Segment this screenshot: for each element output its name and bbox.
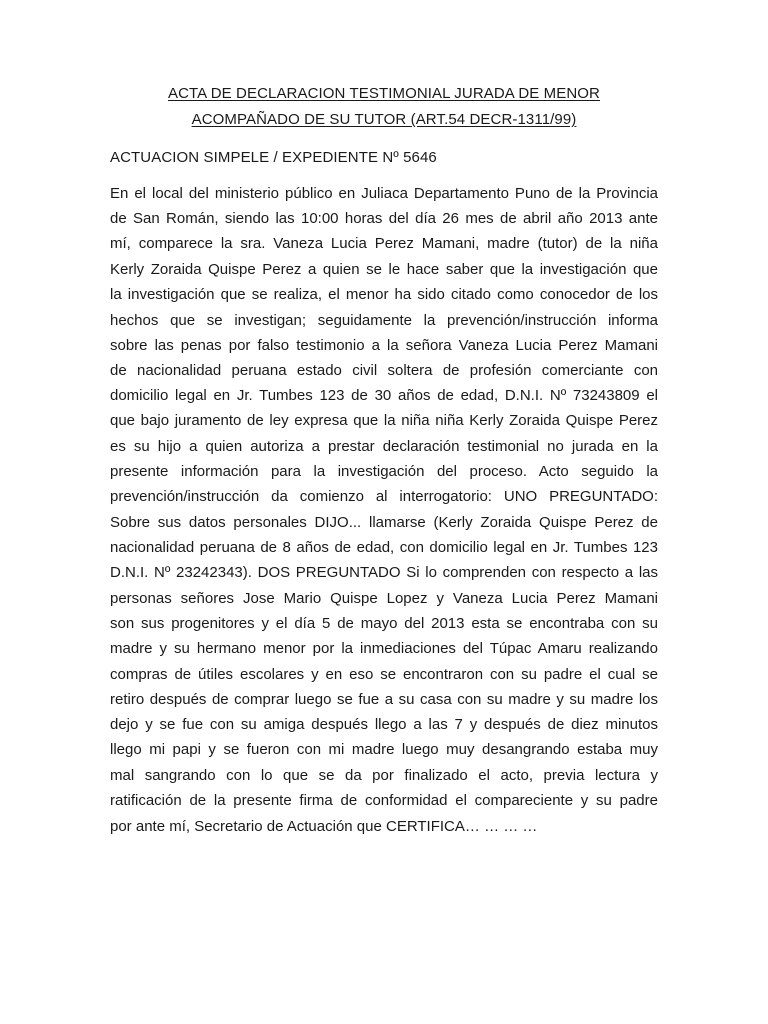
document-title-line-1: ACTA DE DECLARACION TESTIMONIAL JURADA DE MENOR [168, 85, 600, 102]
body-line: personas señores Jose Mario Quispe Lopez y Vaneza Lucia Perez Mamani [110, 590, 658, 607]
body-line: sobre las penas por falso testimonio a la señora Vaneza Lucia Perez Mamani [110, 337, 658, 354]
body-line: de nacionalidad peruana estado civil soltera de profesión comerciante con [110, 362, 658, 379]
body-line: presente información para la investigación del proceso. Acto seguido la [110, 463, 658, 480]
document-title-line-2: ACOMPAÑADO DE SU TUTOR (ART.54 DECR-1311/99) [191, 111, 577, 128]
body-line: mal sangrando con lo que se da por finalizado el acto, previa lectura y [110, 767, 658, 784]
body-line: prevención/instrucción da comienzo al interrogatorio: UNO PREGUNTADO: [110, 488, 658, 505]
body-line: Kerly Zoraida Quispe Perez a quien se le hace saber que la investigación que [110, 261, 658, 278]
body-line: la investigación que se realiza, el menor ha sido citado como conocedor de los [110, 286, 658, 303]
body-line: nacionalidad peruana de 8 años de edad, con domicilio legal en Jr. Tumbes 123 [110, 539, 658, 556]
body-line: En el local del ministerio público en Juliaca Departamento Puno de la Provincia [110, 185, 658, 202]
body-line: madre y su hermano menor por la inmediaciones del Túpac Amaru realizando [110, 640, 658, 657]
body-line: compras de útiles escolares y en eso se encontraron con su padre el cual se [110, 666, 658, 683]
document-subheading: ACTUACION SIMPELE / EXPEDIENTE Nº 5646 [110, 149, 437, 166]
body-line: D.N.I. Nº 23242343). DOS PREGUNTADO Si lo comprenden con respecto a las [110, 564, 658, 581]
body-line: ratificación de la presente firma de conformidad el compareciente y su padre [110, 792, 658, 809]
body-line: dejo y se fue con su amiga después llego a las 7 y después de diez minutos [110, 716, 658, 733]
body-line: es su hijo a quien autoriza a prestar declaración testimonial no jurada en la [110, 438, 658, 455]
body-line: que bajo juramento de ley expresa que la niña niña Kerly Zoraida Quispe Perez [110, 412, 658, 429]
body-line: mí, comparece la sra. Vaneza Lucia Perez Mamani, madre (tutor) de la niña [110, 235, 658, 252]
body-line: Sobre sus datos personales DIJO... llamarse (Kerly Zoraida Quispe Perez de [110, 514, 658, 531]
body-line: de San Román, siendo las 10:00 horas del día 26 mes de abril año 2013 ante [110, 210, 658, 227]
body-line-last: por ante mí, Secretario de Actuación que CERTIFICA… … … … [110, 818, 538, 835]
body-line: llego mi papi y se fueron con mi madre luego muy desangrando estaba muy [110, 741, 658, 758]
body-line: domicilio legal en Jr. Tumbes 123 de 30 años de edad, D.N.I. Nº 73243809 el [110, 387, 658, 404]
body-line: son sus progenitores y el día 5 de mayo del 2013 esta se encontraba con su [110, 615, 658, 632]
body-line: hechos que se investigan; seguidamente la prevención/instrucción informa [110, 312, 658, 329]
body-line: retiro después de comprar luego se fue a su casa con su madre y su madre los [110, 691, 658, 708]
